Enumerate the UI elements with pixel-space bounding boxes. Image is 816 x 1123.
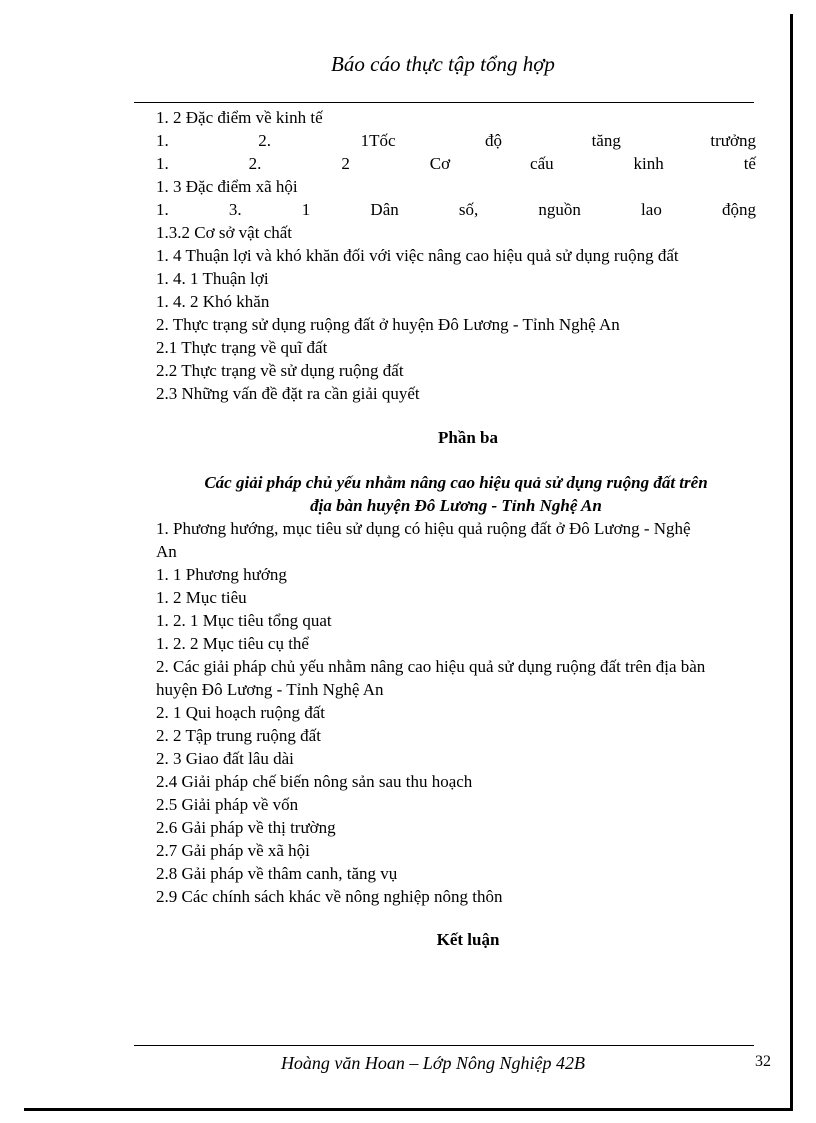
toc-word: tế	[743, 154, 756, 173]
toc-line: 1. 1 Phương hướng	[156, 565, 287, 584]
conclusion-heading: Kết luận	[436, 930, 500, 949]
toc-word: 1Tốc	[360, 131, 396, 150]
header-title: Báo cáo thực tập tổng hợp	[331, 52, 555, 76]
header-rule	[134, 102, 754, 103]
toc-line: 2. 3 Giao đất lâu dài	[156, 749, 294, 768]
toc-line-structure	[156, 153, 756, 174]
toc-line: 2. 2 Tập trung ruộng đất	[156, 726, 321, 745]
toc-line: 1. Phương hướng, mục tiêu sử dụng có hiệu quả ruộng đất ở Đô Lương - Nghệ	[156, 519, 691, 538]
toc-line: An	[156, 542, 177, 561]
toc-line: 2.8 Gải pháp về thâm canh, tăng vụ	[156, 864, 398, 883]
toc-line: 2.2 Thực trạng về sử dụng ruộng đất	[156, 361, 404, 380]
toc-line: 2.7 Gải pháp về xã hội	[156, 841, 310, 860]
toc-word: 1.	[156, 154, 169, 173]
toc-line: 2. Thực trạng sử dụng ruộng đất ở huyện Đô Lương - Tỉnh Nghệ An	[156, 315, 620, 334]
toc-line: 1.3.2 Cơ sở vật chất	[156, 223, 293, 242]
toc-word: tăng	[591, 131, 621, 150]
part-heading: Phần ba	[438, 428, 498, 447]
toc-line: 2.5 Giải pháp về vốn	[156, 795, 299, 814]
toc-line: 2.6 Gải pháp về thị trường	[156, 818, 336, 837]
footer-rule	[134, 1045, 754, 1046]
toc-word: trưởng	[710, 131, 756, 150]
toc-line: huyện Đô Lương - Tỉnh Nghệ An	[156, 680, 384, 699]
toc-line: 1. 2 Mục tiêu	[156, 588, 247, 607]
toc-word: số,	[458, 200, 479, 219]
toc-word: Cơ	[429, 154, 451, 173]
toc-word: 2	[341, 154, 350, 173]
toc-line: 1. 2. 2 Mục tiêu cụ thể	[156, 634, 309, 653]
toc-word: 3.	[228, 200, 242, 219]
toc-line: 2.1 Thực trạng về quĩ đất	[156, 338, 328, 357]
toc-word: lao	[641, 200, 662, 219]
toc-line: 1. 2. 1 Mục tiêu tổng quat	[156, 611, 332, 630]
toc-line: 1. 3 Đặc điểm xã hội	[156, 177, 298, 196]
toc-line: 2.4 Giải pháp chế biến nông sản sau thu hoạch	[156, 772, 473, 791]
toc-line: 1. 2 Đặc điểm về kinh tế	[156, 108, 323, 127]
toc-line: 2. 1 Qui hoạch ruộng đất	[156, 703, 326, 722]
part-title: địa bàn huyện Đô Lương - Tỉnh Nghệ An	[310, 496, 602, 515]
toc-word: kinh	[633, 154, 664, 173]
toc-line-growth	[156, 130, 756, 151]
footer-author: Hoàng văn Hoan – Lớp Nông Nghiệp 42B	[280, 1053, 586, 1073]
toc-word: độ	[485, 131, 503, 150]
page-number: 32	[755, 1053, 771, 1070]
toc-word: động	[721, 200, 756, 219]
toc-line: 1. 4 Thuận lợi và khó khăn đối với việc nâng cao hiệu quả sử dụng ruộng đất	[156, 246, 679, 265]
toc-word: cấu	[530, 154, 554, 173]
toc-word: Dân	[370, 200, 399, 219]
toc-line: 2.3 Những vấn đề đặt ra cần giải quyết	[156, 384, 420, 403]
toc-word: 1.	[156, 200, 169, 219]
toc-line: 2.9 Các chính sách khác về nông nghiệp nông thôn	[156, 887, 503, 906]
toc-word: nguồn	[538, 200, 581, 219]
toc-line: 2. Các giải pháp chủ yếu nhằm nâng cao hiệu quả sử dụng ruộng đất trên địa bàn	[156, 657, 706, 676]
toc-line-population	[156, 199, 756, 220]
toc-line: 1. 4. 2 Khó khăn	[156, 292, 270, 311]
part-title: Các giải pháp chủ yếu nhằm nâng cao hiệu quả sử dụng ruộng đất trên	[204, 473, 708, 492]
toc-word: 1	[301, 200, 311, 219]
toc-word: 1.	[156, 131, 169, 150]
toc-line: 1. 4. 1 Thuận lợi	[156, 269, 269, 288]
toc-word: 2.	[248, 154, 262, 173]
toc-word: 2.	[258, 131, 272, 150]
